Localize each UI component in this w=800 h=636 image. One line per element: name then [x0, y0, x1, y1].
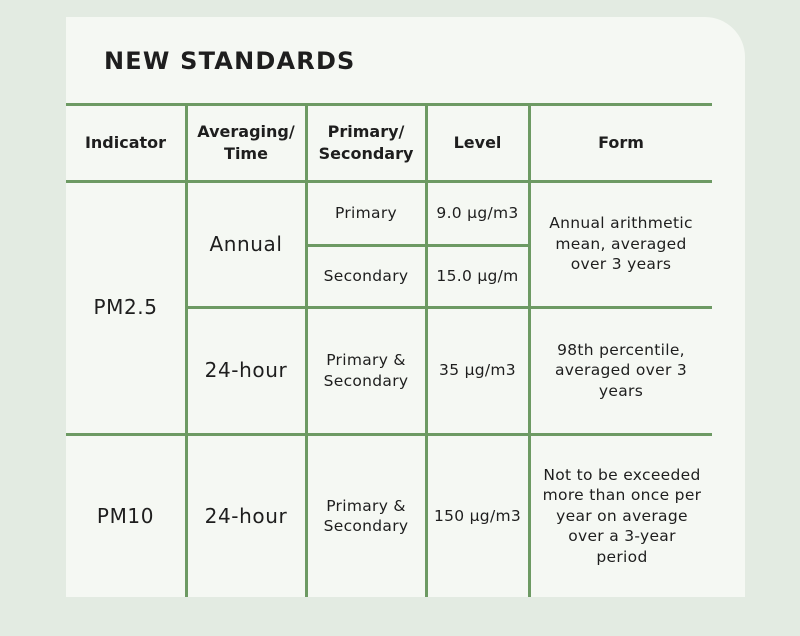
pm10-type: Primary & Secondary	[323, 496, 409, 535]
pm10-level: 150 µg/m3	[433, 506, 522, 525]
pm25-24hour-form: 98th percentile, averaged over 3 years	[554, 340, 688, 400]
pm25-annual-primary-type: Primary	[335, 203, 397, 222]
pm25-24hour-level: 35 µg/m3	[439, 361, 516, 380]
pm10-time: 24-hour	[204, 503, 288, 528]
pm25-annual-form: Annual arithmetic mean, averaged over 3 years	[549, 214, 693, 274]
header-form: Form	[598, 132, 644, 152]
pm25-annual-time: Annual	[209, 231, 283, 256]
header-primary-secondary: Primary/ Secondary	[318, 122, 414, 163]
pm10-form: Not to be exceeded more than once per year on average over a 3-year period	[542, 465, 702, 566]
pm25-annual-primary-level: 9.0 µg/m3	[436, 203, 519, 222]
header-indicator: Indicator	[84, 132, 167, 152]
pm25-indicator: PM2.5	[93, 295, 158, 320]
header-averaging-time: Averaging/ Time	[197, 122, 295, 163]
pm10-indicator: PM10	[96, 503, 155, 528]
header-level: Level	[453, 132, 502, 152]
card-title: NEW STANDARDS	[104, 47, 356, 75]
pm25-24hour-time: 24-hour	[204, 358, 288, 383]
pm25-annual-secondary-type: Secondary	[323, 266, 409, 285]
pm25-24hour-type: Primary & Secondary	[323, 351, 409, 390]
pm25-annual-secondary-level: 15.0 µg/m	[436, 266, 519, 285]
